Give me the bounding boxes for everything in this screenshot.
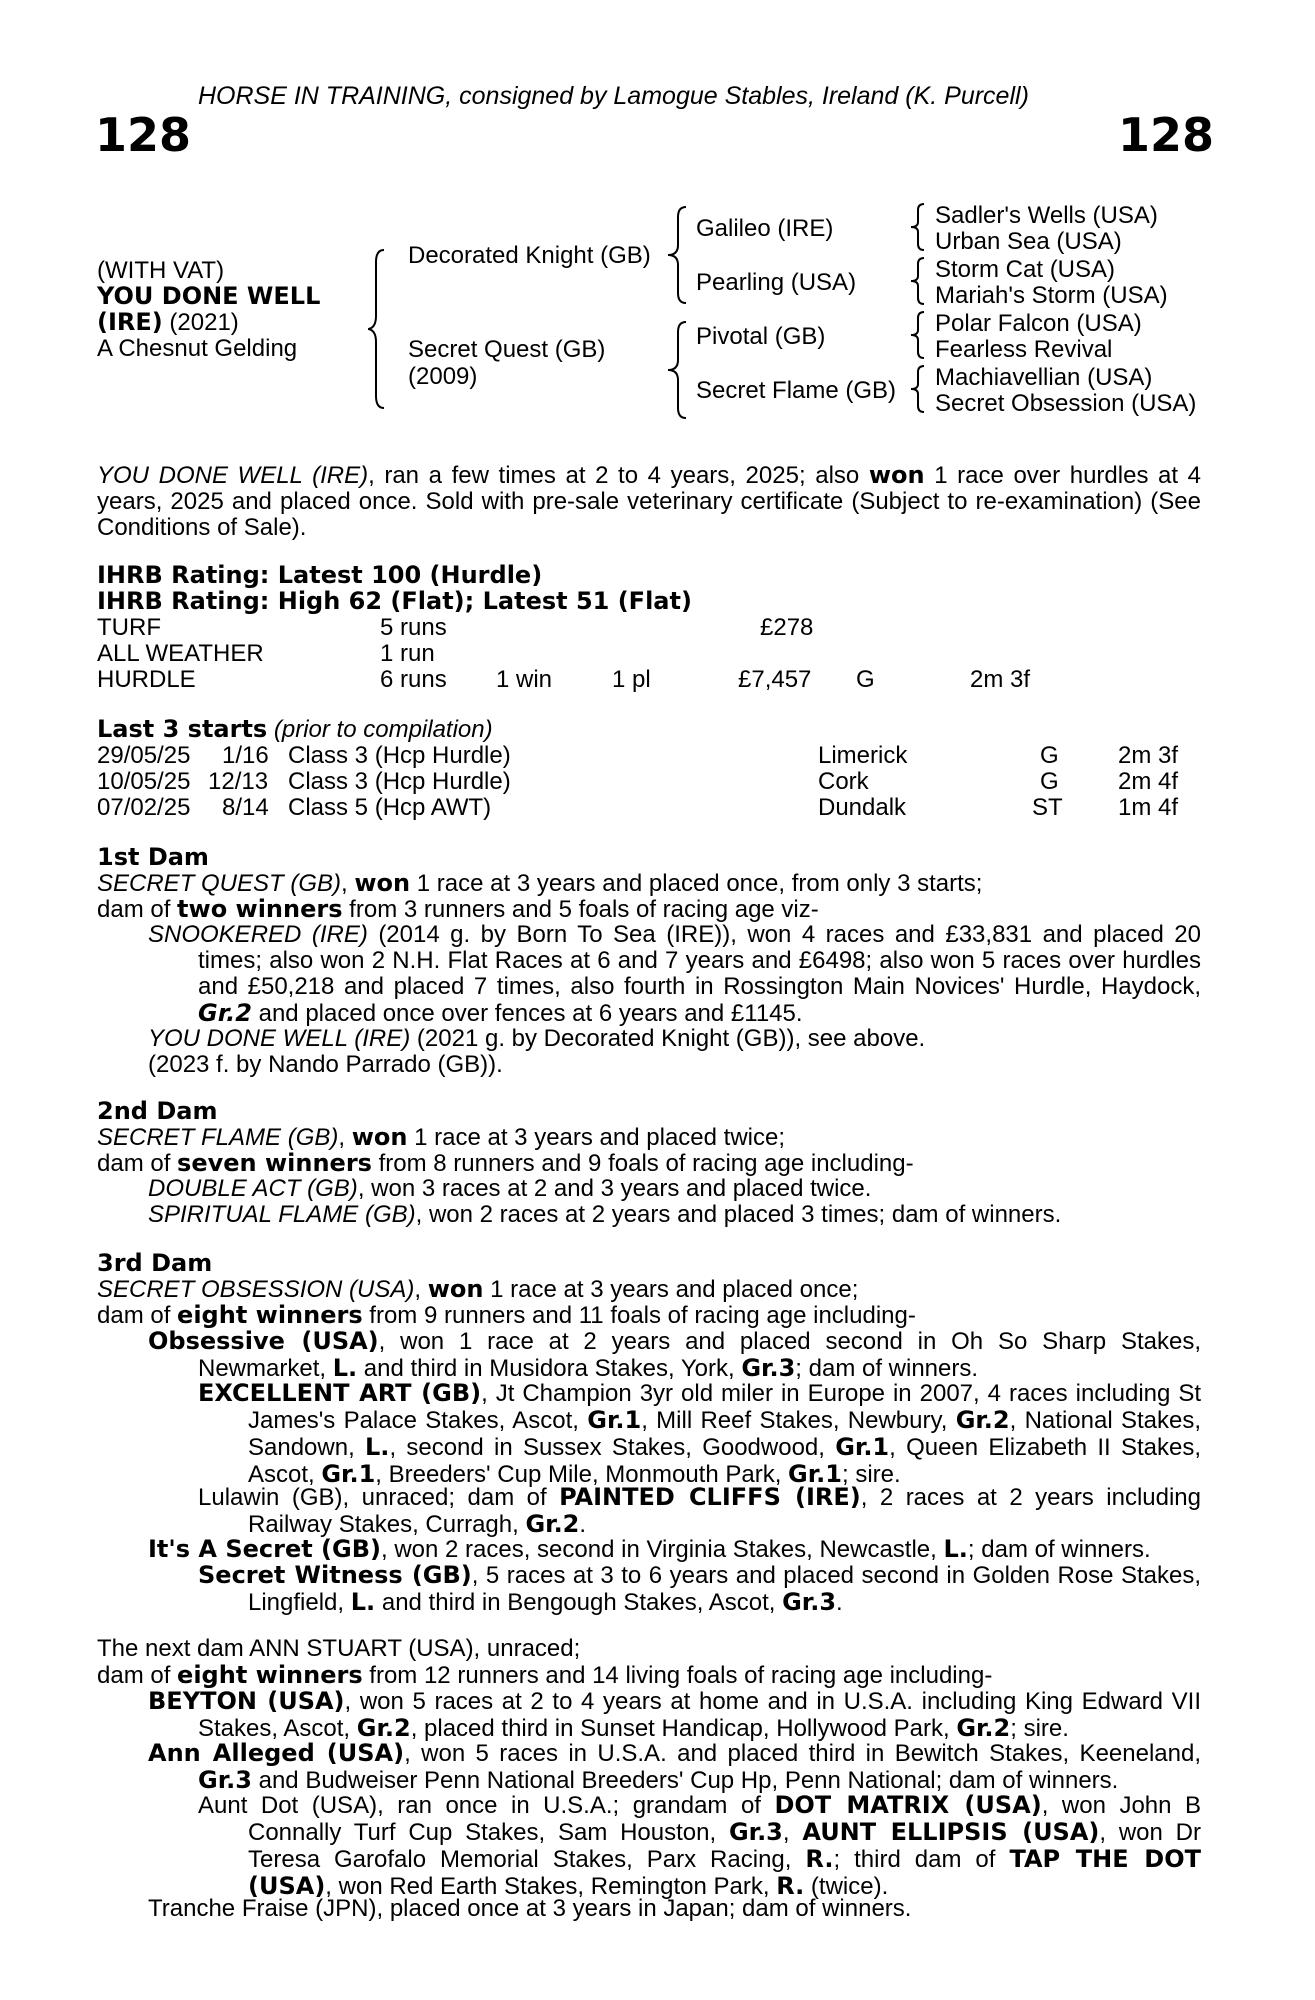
dam-sire: Pivotal (GB) — [696, 323, 826, 350]
record-distance: 2m 3f — [970, 666, 1031, 693]
start-distance: 2m 3f — [1118, 742, 1179, 769]
start-distance: 1m 4f — [1118, 794, 1179, 821]
dam-line: SECRET OBSESSION (USA), won 1 race at 3 years and placed once; — [97, 1275, 859, 1303]
start-distance: 2m 4f — [1118, 768, 1179, 795]
race-summary: YOU DONE WELL (IRE), ran a few times at 2 to 4 years, 2025; also won 1 race over hurdles at 4 years, 2025 and placed once. Sold with pre-sale veterinary certificate (Subject to re-examination) (See Conditions of Sale). — [97, 461, 1202, 541]
sire: Decorated Knight (GB) — [408, 242, 651, 269]
brace-ss — [908, 202, 928, 252]
record-runs: 6 runs — [380, 666, 447, 693]
produce-line: dam of two winners from 3 runners and 5 foals of racing age viz- — [97, 895, 819, 923]
start-course: Cork — [818, 768, 869, 795]
lot-number-left: 128 — [95, 108, 192, 162]
sire-sire: Galileo (IRE) — [696, 215, 834, 242]
brace-ds — [908, 310, 928, 360]
progeny-entry: EXCELLENT ART (GB), Jt Champion 3yr old miler in Europe in 2007, 4 races including St James's Palace Stakes, Ascot, Gr.1, Mill Reef Stakes, Newbury, Gr.2, National Stakes, Sandown, L., second in Sussex Stakes, Goodwood, Gr.1, Queen Elizabeth II Stakes, Ascot, Gr.1, Breeders' Cup Mile, Monmouth Park, Gr.1; sire. — [198, 1379, 1201, 1488]
progeny-entry: Tranche Fraise (JPN), placed once at 3 years in Japan; dam of winners. — [148, 1895, 912, 1922]
sire-dam: Pearling (USA) — [696, 269, 857, 296]
consignor-line: HORSE IN TRAINING, consigned by Lamogue Stables, Ireland (K. Purcell) — [198, 82, 1029, 110]
dam-dam-dam: Secret Obsession (USA) — [935, 390, 1197, 417]
record-surface: TURF — [97, 614, 161, 641]
section-title: 1st Dam — [97, 843, 209, 871]
start-class: Class 3 (Hcp Hurdle) — [288, 768, 511, 795]
progeny-entry: Obsessive (USA), won 1 race at 2 years and placed second in Oh So Sharp Stakes, Newmarket, L. and third in Musidora Stakes, York, Gr.3; dam of winners. — [148, 1327, 1202, 1382]
record-money: £7,457 — [738, 666, 812, 693]
brace-sd — [908, 256, 928, 306]
start-date: 29/05/25 — [97, 742, 191, 769]
rating-latest: IHRB Rating: Latest 100 (Hurdle) — [97, 561, 543, 589]
dam-line: The next dam ANN STUART (USA), unraced; — [97, 1635, 581, 1662]
start-position: 8/14 — [222, 794, 269, 821]
dam-dam-sire: Machiavellian (USA) — [935, 364, 1153, 391]
progeny-entry: BEYTON (USA), won 5 races at 2 to 4 years at home and in U.S.A. including King Edward VII Stakes, Ascot, Gr.2, placed third in Sunset Handicap, Hollywood Park, Gr.2; sire. — [148, 1687, 1201, 1742]
horse-name: YOU DONE WELL — [97, 282, 321, 310]
progeny-entry: Aunt Dot (USA), ran once in U.S.A.; grandam of DOT MATRIX (USA), won John B Connally Turf Cup Stakes, Sam Houston, Gr.3, AUNT ELLIPSIS (USA), won Dr Teresa Garofalo Memorial Stakes, Parx Racing, R.; third dam of TAP THE DOT (USA), won Red Earth Stakes, Remington Park, R. (twice). — [198, 1791, 1202, 1900]
progeny-entry: (2023 f. by Nando Parrado (GB)). — [148, 1051, 503, 1078]
sire-sire-dam: Urban Sea (USA) — [935, 228, 1122, 255]
produce-line: dam of seven winners from 8 runners and 9 foals of racing age including- — [97, 1149, 914, 1177]
record-money: £278 — [760, 614, 814, 641]
progeny-entry: YOU DONE WELL (IRE) (2021 g. by Decorated Knight (GB)), see above. — [148, 1025, 926, 1052]
progeny-entry: It's A Secret (GB), won 2 races, second in Virginia Stakes, Newcastle, L.; dam of winners. — [148, 1535, 1151, 1563]
lot-number-right: 128 — [1118, 108, 1215, 162]
progeny-entry: Lulawin (GB), unraced; dam of PAINTED CLIFFS (IRE), 2 races at 2 years including Railway Stakes, Curragh, Gr.2. — [198, 1483, 1202, 1538]
dam-brace — [666, 320, 690, 420]
progeny-entry: Ann Alleged (USA), won 5 races in U.S.A. and placed third in Bewitch Stakes, Keeneland, Gr.3 and Budweiser Penn National Breeders' Cup Hp, Penn National; dam of winners. — [148, 1739, 1201, 1794]
start-position: 1/16 — [222, 742, 269, 769]
last-starts-title: Last 3 starts (prior to compilation) — [97, 715, 493, 743]
start-going: ST — [1032, 794, 1063, 821]
rating-high: IHRB Rating: High 62 (Flat); Latest 51 (Flat) — [97, 587, 692, 615]
sire-sire-sire: Sadler's Wells (USA) — [935, 202, 1158, 229]
start-position: 12/13 — [208, 768, 269, 795]
start-going: G — [1040, 768, 1059, 795]
record-surface: ALL WEATHER — [97, 640, 264, 667]
progeny-entry: DOUBLE ACT (GB), won 3 races at 2 and 3 years and placed twice. — [148, 1175, 872, 1202]
record-wins: 1 win — [496, 666, 553, 693]
dam-line: SECRET FLAME (GB), won 1 race at 3 years and placed twice; — [97, 1123, 785, 1151]
dam-sire-dam: Fearless Revival — [935, 336, 1113, 363]
progeny-entry: SNOOKERED (IRE) (2014 g. by Born To Sea (IRE)), won 4 races and £33,831 and placed 20 times; also won 2 N.H. Flat Races at 6 and 7 years and £6498; also won 5 races over hurdles and £50,218 and placed 7 times, also fourth in Rossington Main Novices' Hurdle, Haydock, Gr.2 and placed once over fences at 6 years and £1145. — [148, 921, 1201, 1027]
vat-note: (WITH VAT) — [97, 257, 225, 284]
start-going: G — [1040, 742, 1059, 769]
start-date: 10/05/25 — [97, 768, 191, 795]
dam-line: SECRET QUEST (GB), won 1 race at 3 years and placed once, from only 3 starts; — [97, 869, 983, 897]
progeny-entry: SPIRITUAL FLAME (GB), won 2 races at 2 years and placed 3 times; dam of winners. — [148, 1201, 1062, 1228]
section-title: 3rd Dam — [97, 1249, 213, 1277]
dam-dam: Secret Flame (GB) — [696, 377, 897, 404]
record-going: G — [856, 666, 875, 693]
section-title: 2nd Dam — [97, 1097, 218, 1125]
record-places: 1 pl — [612, 666, 651, 693]
dam-sire-sire: Polar Falcon (USA) — [935, 310, 1142, 337]
record-runs: 5 runs — [380, 614, 447, 641]
dam-year: (2009) — [408, 363, 478, 390]
start-course: Limerick — [818, 742, 908, 769]
progeny-entry: Secret Witness (GB), 5 races at 3 to 6 years and placed second in Golden Rose Stakes, Lingfield, L. and third in Bengough Stakes, Ascot, Gr.3. — [198, 1561, 1201, 1616]
start-course: Dundalk — [818, 794, 907, 821]
start-class: Class 3 (Hcp Hurdle) — [288, 742, 511, 769]
record-runs: 1 run — [380, 640, 435, 667]
produce-line: dam of eight winners from 12 runners and 14 living foals of racing age including- — [97, 1661, 993, 1689]
horse-description: A Chesnut Gelding — [97, 335, 298, 362]
sire-dam-dam: Mariah's Storm (USA) — [935, 282, 1168, 309]
sire-dam-sire: Storm Cat (USA) — [935, 256, 1116, 283]
record-surface: HURDLE — [97, 666, 196, 693]
brace-dd — [908, 364, 928, 414]
start-date: 07/02/25 — [97, 794, 191, 821]
produce-line: dam of eight winners from 9 runners and 11 foals of racing age including- — [97, 1301, 916, 1329]
pedigree-brace-main — [368, 248, 392, 410]
start-class: Class 5 (Hcp AWT) — [288, 794, 492, 821]
horse-name-suffix: (IRE) (2021) — [97, 308, 239, 336]
dam: Secret Quest (GB) — [408, 336, 606, 363]
sire-brace — [666, 205, 690, 305]
